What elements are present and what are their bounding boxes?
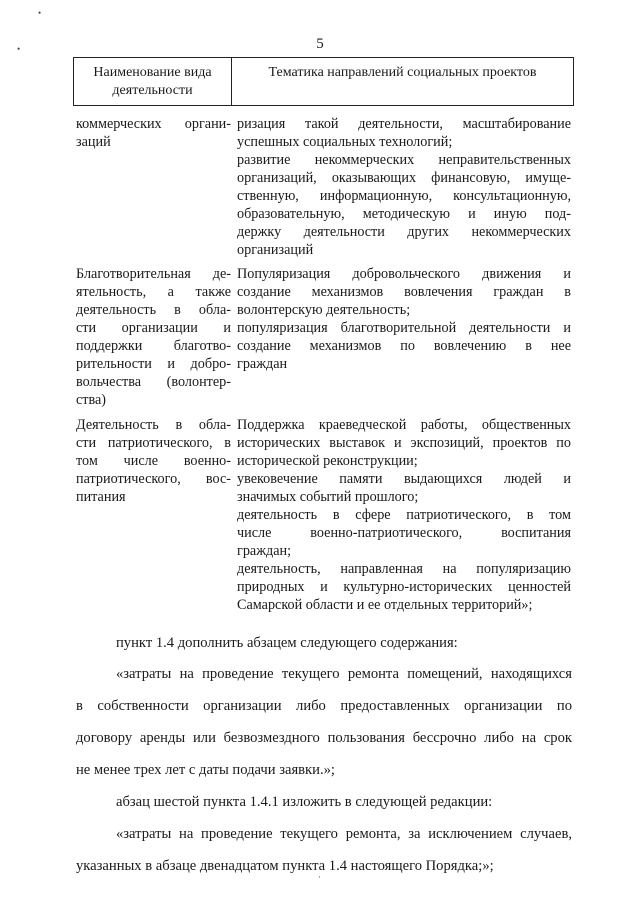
paragraph-line: не менее трех лет с даты подачи заявки.»; [76, 762, 335, 778]
paragraph: пункт 1.4 дополнить абзацем следующего содержания: [116, 635, 458, 651]
header-project-topics: Тематика направлений социальных проектов [268, 65, 537, 80]
scan-speck: · [318, 872, 321, 882]
project-topics-cell: Популяризация добровольческого движения и создание механизмов вовлечения граждан в волонтерскую деятельность; популяризация благотворительной деятельности и создание механизмов по вовлечению в нее граждан [237, 266, 571, 372]
activity-type-cell: Благотворительная де- ятельность, а также деятельность в обла- сти организации и поддержки благотво- рительности и добро- вольчества (волонтер- ства) [76, 266, 231, 408]
paragraph-line: в собственности организации либо предоставленных организации по [76, 698, 572, 714]
header-activity-type: Наименование вида деятельности [74, 58, 232, 105]
scan-speck: • [38, 8, 42, 18]
paragraph-line: «затраты на проведение текущего ремонта, за исключением случаев, [116, 826, 572, 842]
amendment-text [76, 633, 572, 877]
table-header [73, 57, 574, 106]
activity-type-cell: Деятельность в обла- сти патриотического, в том числе военно- патриотического, вос- питания [76, 417, 231, 505]
scan-speck: • [17, 44, 21, 54]
page-number: 5 [316, 36, 324, 52]
project-topics-cell: Поддержка краеведческой работы, общественных исторических выставок и экспозиций, проектов по исторической реконструкции; увековечение памяти выдающихся людей и значимых событий прошлого; деятельность в сфере патриотического, в том числе военно-патриотического, воспитания граждан; деятельность, направленная на популяризацию природных и культурно-исторических ценностей Самарской области и ее отдельных территорий»; [237, 417, 571, 613]
paragraph-line: договору аренды или безвозмездного пользования бессрочно либо на срок [76, 730, 572, 746]
paragraph-line: «затраты на проведение текущего ремонта помещений, находящихся [116, 666, 572, 682]
paragraph-line: указанных в абзаце двенадцатом пункта 1.4 настоящего Порядка;»; [76, 858, 494, 874]
activity-type-cell: коммерческих органи- заций [76, 116, 231, 150]
project-topics-cell: ризация такой деятельности, масштабирование успешных социальных технологий; развитие некоммерческих неправительственных организаций, оказывающих финансовую, имуще- ственную, информационную, консультационную, образовательную, методическую и иную под- держку деятельности других некоммерческих организаций [237, 116, 571, 258]
paragraph: абзац шестой пункта 1.4.1 изложить в следующей редакции: [116, 794, 493, 810]
